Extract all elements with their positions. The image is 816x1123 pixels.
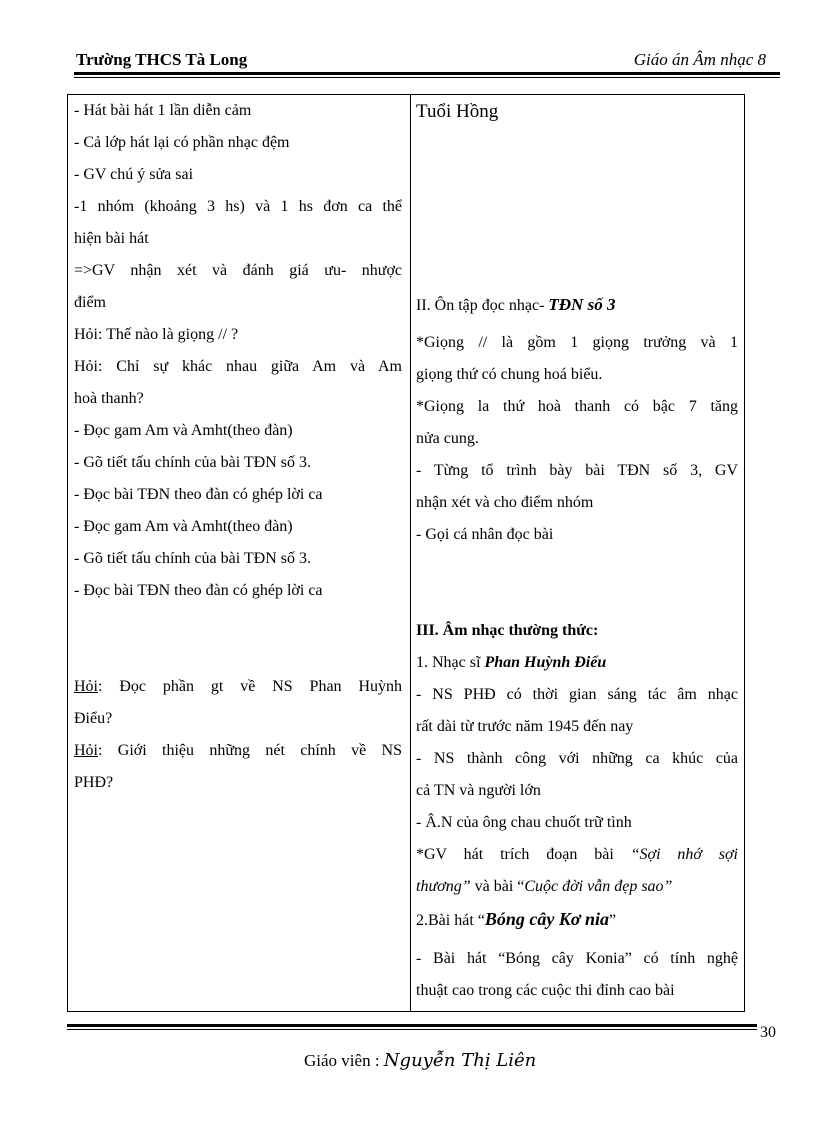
- gv-song-1: “Sợi nhớ sợi: [630, 846, 738, 863]
- left-line: - Gõ tiết tấu chính của bài TĐN số 3.: [74, 550, 311, 567]
- right-line: - NS thành công với những ca khúc của: [416, 750, 738, 767]
- question-2: [74, 741, 402, 761]
- section-2-emphasis: TĐN số 3: [548, 295, 616, 314]
- question-1: [74, 677, 402, 697]
- question-1-cont: Điểu?: [74, 710, 113, 727]
- left-line: điểm: [74, 294, 106, 311]
- teacher-label: Giáo viên :: [304, 1051, 384, 1070]
- school-name: Trường THCS Tà Long: [76, 50, 248, 69]
- gv-song-line-2: [416, 877, 738, 897]
- composer-prefix: 1. Nhạc sĩ: [416, 654, 485, 671]
- composer-heading: [416, 653, 738, 673]
- header-rule-thick: [74, 72, 780, 75]
- right-line: *Giọng // là gồm 1 giọng trưởng và 1: [416, 334, 738, 351]
- left-line: - Đọc bài TĐN theo đàn có ghép lời ca: [74, 486, 323, 503]
- section-2-label: II. Ôn tập đọc nhạc-: [416, 297, 549, 314]
- teacher-line: [304, 1050, 536, 1071]
- right-line: rất dài từ trước năm 1945 đến nay: [416, 718, 634, 735]
- left-line: =>GV nhận xét và đánh giá ưu- nhược: [74, 262, 402, 279]
- question-label: Hỏi: [74, 678, 98, 695]
- question-2-cont: PHĐ?: [74, 774, 114, 791]
- song-2-title: Bóng cây Kơ nia: [484, 909, 610, 929]
- right-line: - NS PHĐ có thời gian sáng tác âm nhạc: [416, 686, 738, 703]
- right-line: - Â.N của ông chau chuốt trữ tình: [416, 814, 632, 831]
- header-rule-thin: [74, 77, 780, 78]
- left-line: -1 nhóm (khoảng 3 hs) và 1 hs đơn ca thể: [74, 198, 402, 215]
- teacher-name: Nguyễn Thị Liên: [383, 1050, 537, 1071]
- right-line: *Giọng la thứ hoà thanh có bậc 7 tăng: [416, 398, 738, 415]
- section-3-heading: III. Âm nhạc thường thức:: [416, 622, 599, 639]
- song-2-prefix: 2.Bài hát “: [416, 912, 485, 929]
- left-line: hoà thanh?: [74, 390, 144, 407]
- right-line: cả TN và người lớn: [416, 782, 541, 799]
- section-2-heading: [416, 295, 738, 316]
- page-number: 30: [760, 1024, 776, 1041]
- gv-prefix: *GV hát trích đoạn bài: [416, 846, 631, 863]
- left-line: Hỏi: Chỉ sự khác nhau giữa Am và Am: [74, 358, 402, 375]
- left-line: - Đọc gam Am và Amht(theo đàn): [74, 518, 293, 535]
- question-label: Hỏi: [74, 742, 98, 759]
- left-line: - Cả lớp hát lại có phần nhạc đệm: [74, 134, 290, 151]
- gv-song-1-end: thương”: [416, 878, 471, 895]
- question-text: : Đọc phần gt về NS Phan Huỳnh: [98, 678, 402, 695]
- lesson-table: [67, 94, 745, 1012]
- gv-song-2: Cuộc đời vẫn đẹp sao”: [524, 878, 673, 895]
- document-title: Giáo án Âm nhạc 8: [633, 50, 766, 69]
- left-line: - GV chú ý sửa sai: [74, 166, 194, 183]
- song-2-suffix: ”: [609, 912, 617, 929]
- gv-song-line: [416, 845, 738, 865]
- right-line: - Từng tổ trình bày bài TĐN số 3, GV: [416, 462, 738, 479]
- right-line: giọng thứ có chung hoá biểu.: [416, 366, 603, 383]
- right-line: nhận xét và cho điểm nhóm: [416, 494, 594, 511]
- column-divider: [410, 95, 411, 1011]
- left-line: - Gõ tiết tấu chính của bài TĐN số 3.: [74, 454, 311, 471]
- left-line: - Hát bài hát 1 lần diễn cảm: [74, 102, 252, 119]
- footer-rule-thin: [67, 1029, 757, 1030]
- left-line: hiện bài hát: [74, 230, 149, 247]
- right-line: nửa cung.: [416, 430, 479, 447]
- question-text: : Giới thiệu những nét chính về NS: [98, 742, 402, 759]
- right-line: thuật cao trong các cuộc thi đỉnh cao bài: [416, 982, 675, 999]
- gv-and: và bài “: [470, 878, 525, 895]
- right-line: - Bài hát “Bóng cây Konia” có tính nghệ: [416, 950, 738, 967]
- left-line: - Đọc bài TĐN theo đàn có ghép lời ca: [74, 582, 323, 599]
- right-line: - Gọi cá nhân đọc bài: [416, 526, 554, 543]
- left-line: - Đọc gam Am và Amht(theo đàn): [74, 422, 293, 439]
- song-title: Tuổi Hồng: [416, 101, 499, 122]
- left-line: Hỏi: Thế nào là giọng // ?: [74, 326, 239, 343]
- composer-name: Phan Huỳnh Điểu: [484, 654, 607, 671]
- song-2-heading: [416, 909, 738, 931]
- footer-rule-thick: [67, 1024, 757, 1027]
